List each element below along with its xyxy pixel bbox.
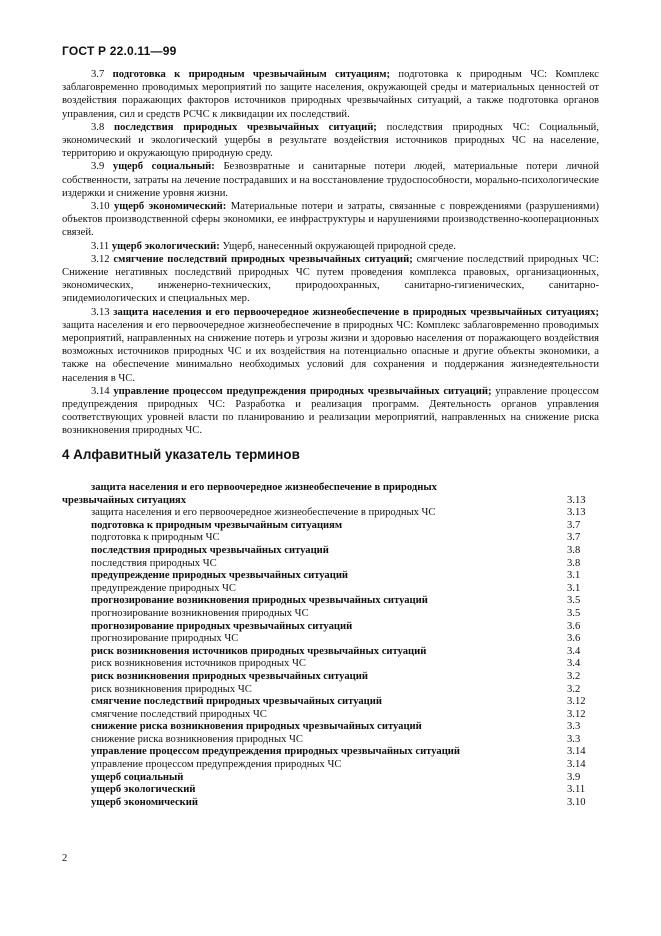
section-title: 4 Алфавитный указатель терминов bbox=[62, 447, 300, 462]
index-row bbox=[62, 797, 599, 810]
definition-term: ущерб экологический: bbox=[111, 240, 220, 252]
index-term: смягчение последствий природных чрезвычайных ситуаций bbox=[91, 696, 382, 708]
index-row bbox=[62, 558, 599, 571]
definition-term: последствия природных чрезвычайных ситуаций; bbox=[114, 121, 377, 133]
definition-number: 3.10 bbox=[91, 201, 110, 213]
index-term: смягчение последствий природных ЧС bbox=[91, 708, 267, 720]
definition-paragraph bbox=[62, 253, 599, 306]
definition-number: 3.11 bbox=[91, 240, 110, 252]
index-ref: 3.7 bbox=[567, 532, 581, 544]
definition-paragraph bbox=[62, 200, 599, 240]
document-code: ГОСТ Р 22.0.11—99 bbox=[62, 44, 177, 58]
definition-term: управление процессом предупреждения природных чрезвычайных ситуаций; bbox=[113, 385, 492, 397]
index-row bbox=[62, 709, 599, 722]
definition-number: 3.8 bbox=[91, 121, 105, 133]
index-ref: 3.8 bbox=[567, 544, 581, 556]
index-row bbox=[62, 746, 599, 759]
definition-number: 3.13 bbox=[91, 306, 110, 318]
page-number: 2 bbox=[62, 853, 68, 864]
index-ref: 3.6 bbox=[567, 633, 581, 645]
definition-number: 3.7 bbox=[91, 69, 105, 80]
index-ref: 3.4 bbox=[567, 645, 581, 657]
index-ref: 3.14 bbox=[567, 746, 586, 758]
definition-text: защита населения и его первоочередное жизнеобеспечение в природных ЧС: Комплекс заблаговременно проводимых мероприятий, направленных на снижение потерь и угрозы жизни и здоровью населения от поражающего воздействия возможных источников природных ЧС и их воздействия на потенциально опасные и другие объекты экономики, а также на обеспечение минимально необходимых условий для сохранения и поддержания жизнедеятельности населения в ЧС. bbox=[62, 319, 599, 384]
index-ref: 3.13 bbox=[567, 507, 586, 519]
index-row bbox=[62, 608, 599, 621]
index-term: прогнозирование природных ЧС bbox=[91, 633, 239, 645]
index-ref: 3.9 bbox=[567, 771, 581, 783]
index-row bbox=[62, 684, 599, 697]
index-ref: 3.5 bbox=[567, 595, 581, 607]
definition-paragraph bbox=[62, 306, 599, 385]
index-term: риск возникновения природных чрезвычайных ситуаций bbox=[91, 670, 368, 682]
definition-text: Безвозвратные и санитарные потери людей, материальные потери личной собственности, затраты на лечение пострадавших и на восстановление трудоспособности, морально-психологические издержки и снижение уровня жизни. bbox=[62, 161, 599, 199]
index-row bbox=[62, 545, 599, 558]
index-ref: 3.12 bbox=[567, 708, 586, 720]
index-ref: 3.2 bbox=[567, 683, 581, 695]
index-row bbox=[62, 734, 599, 747]
definition-paragraph bbox=[62, 121, 599, 161]
index-term: прогнозирование возникновения природных ЧС bbox=[91, 607, 309, 619]
index-ref: 3.11 bbox=[567, 784, 586, 796]
index-term: последствия природных ЧС bbox=[91, 557, 217, 569]
index-row bbox=[62, 646, 599, 659]
definition-term: защита населения и его первоочередное жизнеобеспечение в природных чрезвычайных ситуациях; bbox=[113, 306, 599, 318]
definition-term: смягчение последствий природных чрезвычайных ситуаций; bbox=[113, 253, 413, 265]
index-row bbox=[62, 721, 599, 734]
index-row bbox=[62, 658, 599, 671]
index-term: подготовка к природным ЧС bbox=[91, 532, 220, 544]
index-row bbox=[62, 520, 599, 533]
index-ref: 3.4 bbox=[567, 658, 581, 670]
index-term: последствия природных чрезвычайных ситуаций bbox=[91, 544, 329, 556]
index-term: защита населения и его первоочередное жизнеобеспечение в природных чрезвычайных ситуациях bbox=[62, 482, 437, 506]
index-term: подготовка к природным чрезвычайным ситуациям bbox=[91, 519, 343, 531]
index-ref: 3.12 bbox=[567, 696, 586, 708]
index-term: снижение риска возникновения природных ЧС bbox=[91, 733, 303, 745]
index-row bbox=[62, 671, 599, 684]
definition-term: ущерб социальный: bbox=[112, 161, 215, 173]
index-row bbox=[62, 784, 599, 797]
index-term: снижение риска возникновения природных чрезвычайных ситуаций bbox=[91, 721, 422, 733]
index-ref: 3.13 bbox=[567, 494, 586, 506]
definition-text: Материальные потери и затраты, связанные с повреждениями (разрушениями) объектов производственной сферы экономики, ее инфраструктуры и нарушениями производственно-кооперационных связей. bbox=[62, 201, 600, 239]
index-term: ущерб экономический bbox=[91, 796, 198, 808]
definition-term: подготовка к природным чрезвычайным ситуациям; bbox=[112, 69, 391, 80]
index-term: ущерб социальный bbox=[91, 771, 184, 783]
definition-paragraph bbox=[62, 68, 599, 121]
index-row bbox=[62, 759, 599, 772]
definition-text: смягчение последствий природных ЧС: Снижение негативных последствий природных ЧС путем проведения комплекса правовых, организационных, экономических, инженерно-технических, природоохранных, санитарно-гигиенических, санитарно-эпидемиологических и специальных мер. bbox=[62, 253, 599, 305]
index-term: риск возникновения источников природных чрезвычайных ситуаций bbox=[91, 645, 427, 657]
index-row bbox=[62, 532, 599, 545]
index-term: защита населения и его первоочередное жизнеобеспечение в природных ЧС bbox=[91, 507, 436, 519]
index-ref: 3.6 bbox=[567, 620, 581, 632]
index-term: управление процессом предупреждения природных чрезвычайных ситуаций bbox=[91, 746, 461, 758]
definition-term: ущерб экономический: bbox=[114, 201, 227, 213]
term-index bbox=[62, 482, 599, 809]
index-term: риск возникновения источников природных ЧС bbox=[91, 658, 306, 670]
index-row bbox=[62, 507, 599, 520]
index-term: предупреждение природных чрезвычайных ситуаций bbox=[91, 570, 349, 582]
index-row bbox=[62, 595, 599, 608]
definition-number: 3.12 bbox=[91, 253, 110, 265]
index-term: управление процессом предупреждения природных ЧС bbox=[91, 759, 342, 771]
index-ref: 3.14 bbox=[567, 759, 586, 771]
index-row bbox=[62, 696, 599, 709]
definition-paragraph bbox=[62, 385, 599, 438]
index-ref: 3.8 bbox=[567, 557, 581, 569]
index-row bbox=[62, 633, 599, 646]
index-term: прогнозирование возникновения природных чрезвычайных ситуаций bbox=[91, 595, 428, 607]
index-term: риск возникновения природных ЧС bbox=[91, 683, 252, 695]
definition-paragraph bbox=[62, 240, 599, 253]
index-ref: 3.2 bbox=[567, 670, 581, 682]
definition-paragraph bbox=[62, 160, 599, 200]
index-row bbox=[62, 570, 599, 583]
index-ref: 3.1 bbox=[567, 582, 581, 594]
index-ref: 3.10 bbox=[567, 796, 586, 808]
definitions-body bbox=[62, 68, 599, 438]
index-term: предупреждение природных ЧС bbox=[91, 582, 236, 594]
definition-number: 3.9 bbox=[91, 161, 105, 173]
index-term: прогнозирование природных чрезвычайных ситуаций bbox=[91, 620, 353, 632]
definition-text: подготовка к природным ЧС: Комплекс заблаговременно проводимых мероприятий по защите населения, окружающей среды и материальных ценностей от воздействия поражающих факторов источников природных чрезвычайных ситуаций, а также подготовка органов управления, сил и средств РСЧС к ликвидации их последствий. bbox=[62, 69, 600, 120]
index-ref: 3.7 bbox=[567, 519, 581, 531]
index-row bbox=[62, 583, 599, 596]
definition-text: Ущерб, нанесенный окружающей природной среде. bbox=[219, 240, 456, 252]
definition-text: управление процессом предупреждения природных ЧС: Разработка и реализация программ. Деятельность органов управления соответствующих уровней власти по планированию и реализации мероприятий, направленных на снижение риска возникновения природных ЧС. bbox=[62, 385, 600, 437]
index-row bbox=[62, 772, 599, 785]
definition-text: последствия природных ЧС: Социальный, экономический и экологический ущербы в результате воздействия источников природных ЧС на население, территорию и окружающую природную среду. bbox=[62, 121, 600, 160]
index-ref: 3.5 bbox=[567, 607, 581, 619]
index-ref: 3.1 bbox=[567, 570, 581, 582]
index-ref: 3.3 bbox=[567, 733, 581, 745]
index-term: ущерб экологический bbox=[91, 784, 196, 796]
definition-number: 3.14 bbox=[91, 385, 110, 397]
index-ref: 3.3 bbox=[567, 721, 581, 733]
index-row bbox=[62, 482, 599, 507]
index-row bbox=[62, 621, 599, 634]
